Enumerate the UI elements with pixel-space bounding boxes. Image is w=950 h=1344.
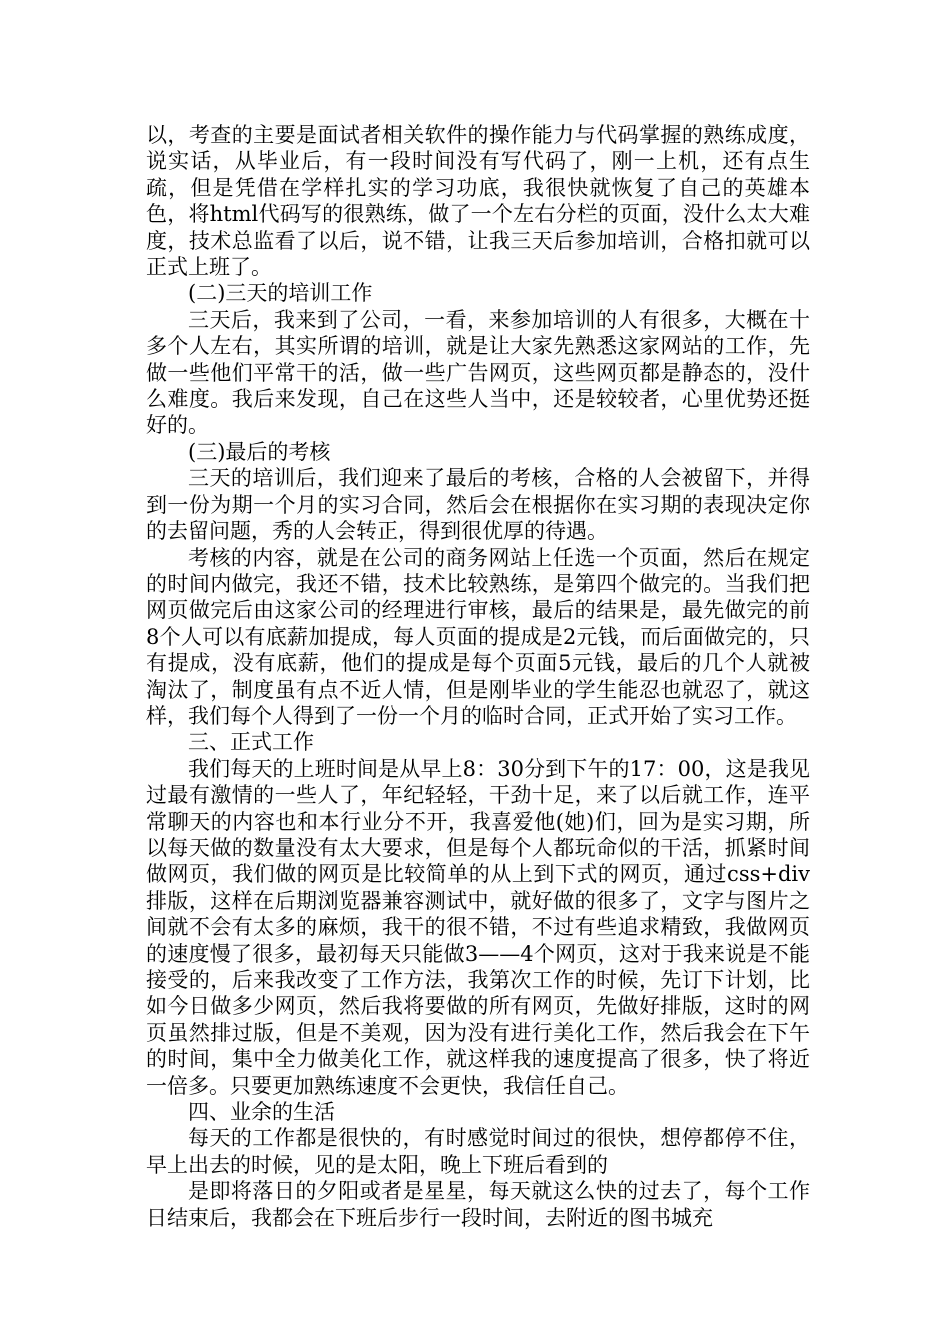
paragraph-body: 是即将落日的夕阳或者是星星，每天就这么快的过去了，每个工作日结束后，我都会在下班后步行一段时间，去附近的图书城充 bbox=[146, 1179, 810, 1230]
section-heading: 三、正式工作 bbox=[188, 730, 314, 755]
paragraph-body: 每天的工作都是很快的，有时感觉时间过的很快，想停都停不住，早上出去的时候，见的是太阳，晚上下班后看到的 bbox=[146, 1126, 810, 1177]
paragraph-body: 以，考查的主要是面试者相关软件的操作能力与代码掌握的熟练成度，说实话，从毕业后，有一段时间没有写代码了，刚一上机，还有点生疏，但是凭借在学样扎实的学习功底，我很快就恢复了自己的英雄本色，将html代码写的很熟练，做了一个左右分栏的页面，没什么太大难度，技术总监看了以后，说不错，让我三天后参加培训，合格扣就可以正式上班了。 bbox=[146, 123, 810, 280]
section-heading: 四、业余的生活 bbox=[188, 1100, 335, 1125]
paragraph-body: 三天的培训后，我们迎来了最后的考核，合格的人会被留下，并得到一份为期一个月的实习合同，然后会在根据你在实习期的表现决定你的去留问题，秀的人会转正，得到很优厚的待遇。 bbox=[146, 466, 810, 544]
section-heading: (三)最后的考核 bbox=[188, 439, 331, 464]
section-heading: (二)三天的培训工作 bbox=[188, 281, 373, 306]
paragraph-body: 考核的内容，就是在公司的商务网站上任选一个页面，然后在规定的时间内做完，我还不错，技术比较熟练，是第四个做完的。当我们把网页做完后由这家公司的经理进行审核，最后的结果是，最先做完的前8个人可以有底薪加提成，每人页面的提成是2元钱，而后面做完的，只有提成，没有底薪，他们的提成是每个页面5元钱，最后的几个人就被淘汰了，制度虽有点不近人情，但是刚毕业的学生能忍也就忍了，就这样，我们每个人得到了一份一个月的临时合同，正式开始了实习工作。 bbox=[146, 545, 810, 728]
paragraph-body: 三天后，我来到了公司，一看，来参加培训的人有很多，大概在十多个人左右，其实所谓的培训，就是让大家先熟悉这家网站的工作，先做一些他们平常干的活，做一些广告网页，这些网页都是静态的，没什么难度。我后来发现，自己在这些人当中，还是较较者，心里优势还挺好的。 bbox=[146, 307, 810, 438]
document-page bbox=[146, 122, 810, 1231]
paragraph-body: 我们每天的上班时间是从早上8：30分到下午的17：00，这是我见过最有激情的一些人了，年纪轻轻，干劲十足，来了以后就工作，连平常聊天的内容也和本行业分不开，我喜爱他(她)们，回为是实习期，所以每天做的数量没有太大要求，但是每个人都玩命似的干活，抓紧时间做网页，我们做的网页是比较简单的从上到下式的网页，通过css+div排版，这样在后期浏览器兼容测试中，就好做的很多了，文字与图片之间就不会有太多的麻烦，我干的很不错，不过有些追求精致，我做网页的速度慢了很多，最初每天只能做3——4个网页，这对于我来说是不能接受的，后来我改变了工作方法，我第次工作的时候，先订下计划，比如今日做多少网页，然后我将要做的所有网页，先做好排版，这时的网页虽然排过版，但是不美观，因为没有进行美化工作，然后我会在下午的时间，集中全力做美化工作，就这样我的速度提高了很多，快了将近一倍多。只要更加熟练速度不会更快，我信任自己。 bbox=[146, 756, 810, 1098]
